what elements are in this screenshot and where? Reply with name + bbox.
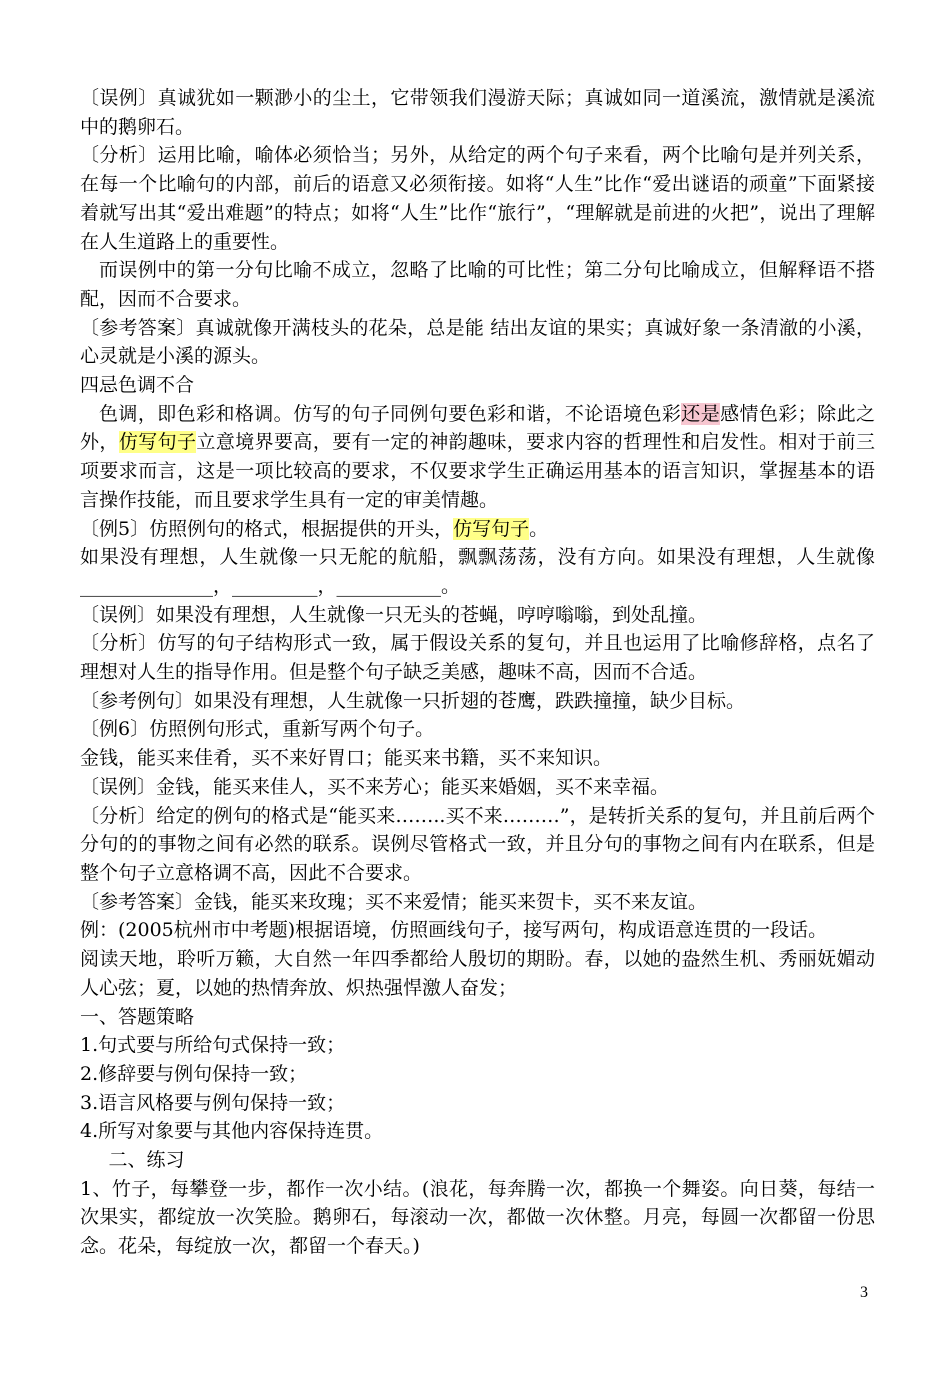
example6-wrong: 〔误例〕金钱，能买来佳人，买不来芳心；能买来婚姻，买不来幸福。 [80, 775, 670, 798]
strategy-item-2: 2.修辞要与例句保持一致； [80, 1062, 308, 1085]
color-text-3: 立意境界要高，要有一定的神韵趣味，要求内容的哲理性和启发性。相对于前三项要求而言，这是一项比较高的要求，不仅要求学生正确运用基本的语言知识，掌握基本的语言操作技能，而且要求学生具有一定的审美情趣。 [80, 431, 875, 511]
practice-heading: 二、练习 [108, 1149, 185, 1172]
page-number: 3 [860, 1284, 868, 1301]
example5-wrong: 〔误例〕如果没有理想，人生就像一只无头的苍蝇，哼哼嗡嗡，到处乱撞。 [80, 603, 708, 626]
strategy-item-4: 4.所写对象要与其他内容保持连贯。 [80, 1120, 384, 1143]
example5-suffix: 。 [529, 517, 549, 540]
document-body [80, 84, 875, 1261]
example5-paragraph [80, 515, 875, 544]
strategy-item-1: 1.句式要与所给句式保持一致； [80, 1034, 346, 1057]
example5-highlight: 仿写句子 [453, 517, 530, 540]
strategy-item-3: 3.语言风格要与例句保持一致； [80, 1091, 346, 1114]
reference-answer-paragraph: 〔参考答案〕真诚就像开满枝头的花朵，总是能 结出友谊的果实；真诚好象一条清澈的小溪，心灵就是小溪的源头。 [80, 316, 875, 368]
highlight-pink: 还是 [681, 402, 721, 425]
section-heading-color-tone: 四忌色调不合 [80, 374, 195, 397]
example6-sentence: 金钱，能买来佳肴，买不来好胃口；能买来书籍，买不来知识。 [80, 747, 613, 770]
example5-reference: 〔参考例句〕如果没有理想，人生就像一只折翅的苍鹰，跌跌撞撞，缺少目标。 [80, 689, 746, 712]
wrong-example-paragraph: 〔误例〕真诚犹如一颗渺小的尘土，它带领我们漫游天际；真诚如同一道溪流，激情就是溪流中的鹅卵石。 [80, 87, 875, 138]
practice-item-1: 1、竹子，每攀登一步，都作一次小结。(浪花，每奔腾一次，都换一个舞姿。向日葵，每结一次果实，都绽放一次笑脸。鹅卵石，每滚动一次，都做一次休整。月亮，每圆一次都留一份思念。花朵，每绽放一次，都留一个春天。) [80, 1177, 875, 1258]
analysis-continuation: 而误例中的第一分句比喻不成立，忽略了比喻的可比性；第二分句比喻成立，但解释语不搭配，因而不合要求。 [80, 259, 875, 310]
color-text-1: 色调，即色彩和格调。仿写的句子同例句要色彩和谐，不论语境色彩 [99, 402, 682, 425]
example5-analysis: 〔分析〕仿写的句子结构形式一致，属于假设关系的复句，并且也运用了比喻修辞格，点名了理想对人生的指导作用。但是整个句子缺乏美感，趣味不高，因而不合适。 [80, 632, 875, 684]
highlight-yellow: 仿写句子 [118, 431, 197, 454]
example5-prefix: 〔例5〕仿照例句的格式，根据提供的开头， [80, 517, 454, 540]
example6-reference: 〔参考答案〕金钱，能买来玫瑰；买不来爱情；能买来贺卡，买不来友谊。 [80, 890, 708, 913]
example5-prompt: 如果没有理想，人生就像一只无舵的航船，飘飘荡荡，没有方向。如果没有理想，人生就像______________，_________，___________。 [80, 546, 875, 597]
exam-passage: 阅读天地，聆听万籁，大自然一年四季都给人殷切的期盼。春，以她的盎然生机、秀丽妩媚动人心弦；夏，以她的热情奔放、炽热强悍激人奋发； [80, 948, 875, 999]
example6-analysis: 〔分析〕给定的例句的格式是“能买来……..买不来………”，是转折关系的复句，并且前后两个分句的的事物之间有必然的联系。误例尽管格式一致，并且分句的事物之间有内在联系，但是整个句子立意格调不高，因此不合要求。 [80, 804, 875, 884]
color-tone-paragraph [80, 400, 875, 515]
color-text-2: 感情色彩；除此之外， [80, 402, 875, 454]
exam-example: 例：(2005杭州市中考题)根据语境，仿照画线句子，接写两句，构成语意连贯的一段话。 [80, 919, 828, 942]
example6-paragraph: 〔例6〕仿照例句形式，重新写两个句子。 [80, 718, 435, 741]
analysis-paragraph: 〔分析〕运用比喻，喻体必须恰当；另外，从给定的两个句子来看，两个比喻句是并列关系，在每一个比喻句的内部，前后的语意又必须衔接。如将“人生”比作“爱出谜语的顽童”下面紧接着就写出其“爱出难题”的特点；如将“人生”比作“旅行”，“理解就是前进的火把”，说出了理解在人生道路上的重要性。 [80, 144, 875, 253]
strategy-heading: 一、答题策略 [80, 1005, 195, 1028]
